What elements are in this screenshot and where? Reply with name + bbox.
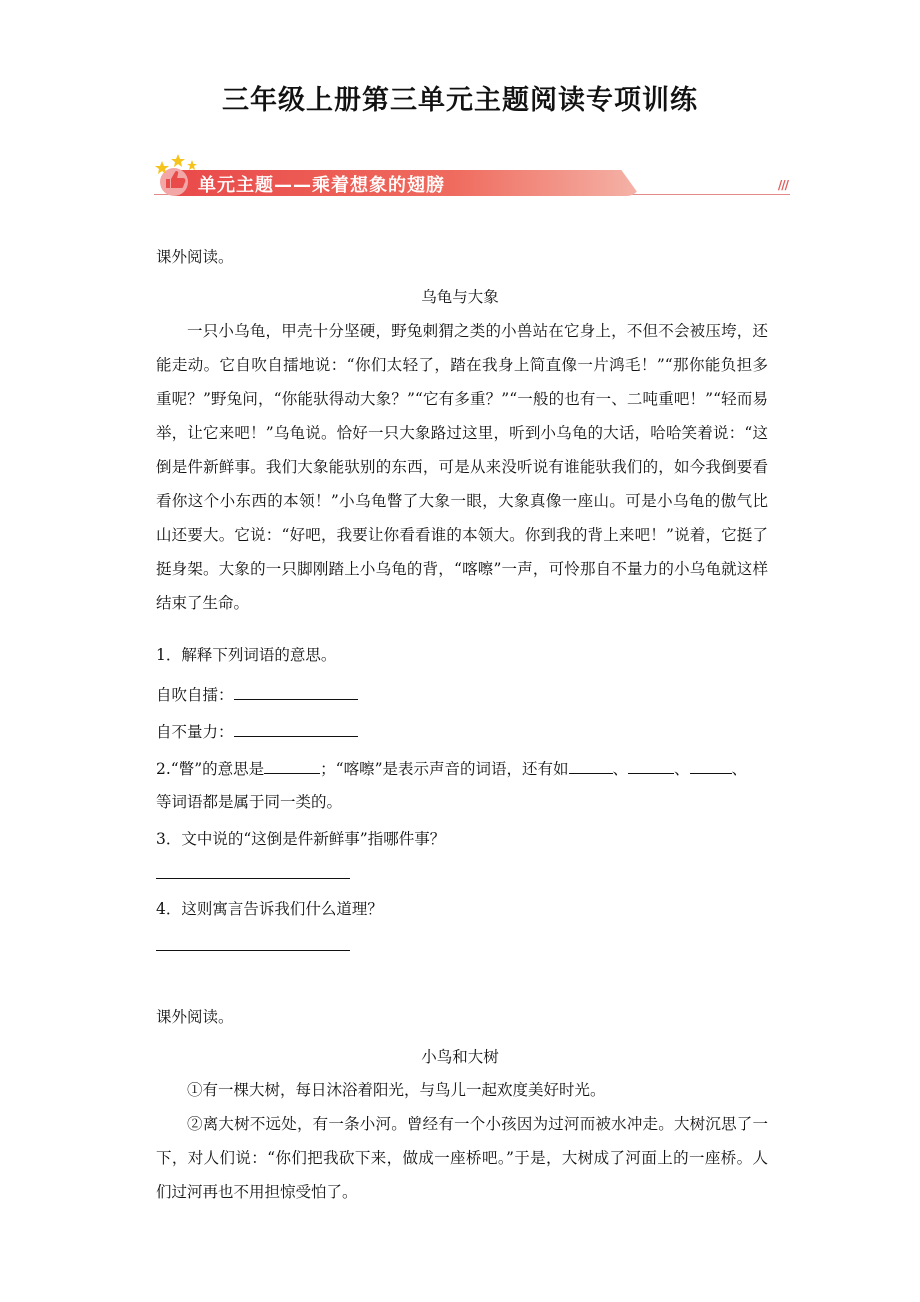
q4-answer-line[interactable] xyxy=(156,950,350,951)
q1-word2-row xyxy=(156,720,358,742)
q3-prompt: 3．文中说的“这倒是件新鲜事”指哪件事？ xyxy=(156,830,446,848)
q2-sep-3: 、 xyxy=(731,760,748,778)
q1-word2-blank[interactable] xyxy=(234,720,358,737)
q2-sep-1: 、 xyxy=(612,760,629,778)
q2-sound-blank-3[interactable] xyxy=(690,757,732,774)
q1-word1-blank[interactable] xyxy=(234,683,358,700)
story2-para1: ①有一棵大树，每日沐浴着阳光，与鸟儿一起欢度美好时光。 xyxy=(187,1081,606,1099)
q4-prompt: 4．这则寓言告诉我们什么道理？ xyxy=(156,900,383,918)
story2-title: 小鸟和大树 xyxy=(421,1048,499,1066)
story1-title: 乌龟与大象 xyxy=(421,288,499,306)
q2-part-b: ；“喀嚓”是表示声音的词语，还有如 xyxy=(320,760,569,778)
q1-word1-row xyxy=(156,683,358,705)
document-title: 三年级上册第三单元主题阅读专项训练 xyxy=(222,85,698,116)
section2-intro: 课外阅读。 xyxy=(156,1008,234,1026)
q2-meaning-blank[interactable] xyxy=(264,757,320,774)
story2-para2: ②离大树不远处，有一条小河。曾经有一个小孩因为过河而被水冲走。大树沉思了一下，对人们说：“你们把我砍下来，做成一座桥吧。”于是，大树成了河面上的一座桥。人们过河再也不用担惊受怕了。 xyxy=(156,1115,768,1201)
q3-answer-line[interactable] xyxy=(156,878,350,879)
section-banner xyxy=(154,152,790,200)
banner-title: 单元主题——乘着想象的翅膀 xyxy=(198,175,445,196)
q2-sound-blank-1[interactable] xyxy=(569,757,613,774)
q1-prompt: 1．解释下列词语的意思。 xyxy=(156,646,337,664)
q2-sound-blank-2[interactable] xyxy=(628,757,674,774)
q2-part-a: 2.“瞥”的意思是 xyxy=(156,760,265,778)
q1-word1-label: 自吹自擂： xyxy=(156,686,234,704)
q1-word2-label: 自不量力： xyxy=(156,723,234,741)
q2-row xyxy=(156,757,747,779)
thumbs-up-stars-icon xyxy=(154,152,200,198)
q2-sep-2: 、 xyxy=(674,760,690,778)
section1-intro: 课外阅读。 xyxy=(156,248,234,266)
story1-text: 一只小乌龟，甲壳十分坚硬，野兔刺猬之类的小兽站在它身上，不但不会被压垮，还能走动。它自吹自擂地说：“你们太轻了，踏在我身上简直像一片鸿毛！”“那你能负担多重呢？”野兔问，“你能驮得动大象？”“它有多重？”“一般的也有一、二吨重吧！”“轻而易举，让它来吧！”乌龟说。恰好一只大象路过这里，听到小乌龟的大话，哈哈笑着说：“这倒是件新鲜事。我们大象能驮别的东西，可是从来没听说有谁能驮我们的，如今我倒要看看你这个小东西的本领！”小乌龟瞥了大象一眼，大象真像一座山。可是小乌龟的傲气比山还要大。它说：“好吧，我要让你看看谁的本领大。你到我的背上来吧！”说着，它挺了挺身架。大象的一只脚刚踏上小乌龟的背，“喀嚓”一声，可怜那自不量力的小乌龟就这样结束了生命。 xyxy=(156,322,768,612)
banner-slash-mark: /// xyxy=(777,178,788,192)
q2-line2: 等词语都是属于同一类的。 xyxy=(156,793,343,811)
